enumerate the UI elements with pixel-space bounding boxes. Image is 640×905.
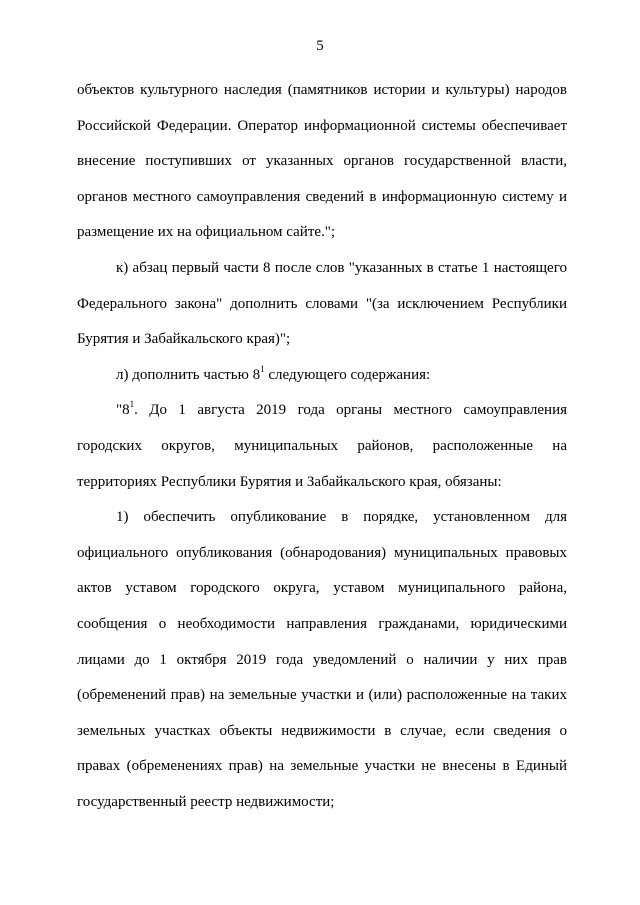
paragraph-part-8-1-text: . До 1 августа 2019 года органы местного самоуправления городских округов, муниципальных районов, расположенные на территориях Республики Бурятия и Забайкальского края, обязаны: [77, 402, 567, 490]
superscript-mark: 1 [260, 363, 265, 374]
superscript-mark: 1 [129, 399, 135, 410]
paragraph-part-8-1 [77, 393, 567, 500]
paragraph-part-8-1-start: "8 [116, 402, 130, 419]
paragraph-item-l-text-end: следующего содержания: [264, 366, 431, 383]
paragraph-subitem-1: 1) обеспечить опубликование в порядке, установленном для официального опубликования (обнародования) муниципальных правовых актов уставом городского округа, уставом муниципального района, сообщения о необходимости направления гражданами, юридическими лицами до 1 октября 2019 года уведомлений о наличии у них прав (обременений прав) на земельные участки и (или) расположенные на таких земельных участках объекты недвижимости в случае, если сведения о правах (обременениях прав) на земельные участки не внесены в Единый государственный реестр недвижимости; [77, 509, 567, 810]
paragraph-item-k: к) абзац первый части 8 после слов "указанных в статье 1 настоящего Федерального закона" дополнить словами "(за исключением Республики Бурятия и Забайкальского края)"; [77, 259, 567, 348]
paragraph-continuation: объектов культурного наследия (памятников истории и культуры) народов Российской Федерации. Оператор информационной системы обеспечивает внесение поступивших от указанных органов государственной власти, органов местного самоуправления сведений в информационную систему и размещение их на официальном сайте."; [77, 82, 567, 241]
page-number: 5 [316, 38, 324, 54]
paragraph-item-l [77, 358, 567, 394]
document-body [77, 73, 567, 820]
paragraph-item-l-text: л) дополнить частью 8 [116, 366, 261, 383]
